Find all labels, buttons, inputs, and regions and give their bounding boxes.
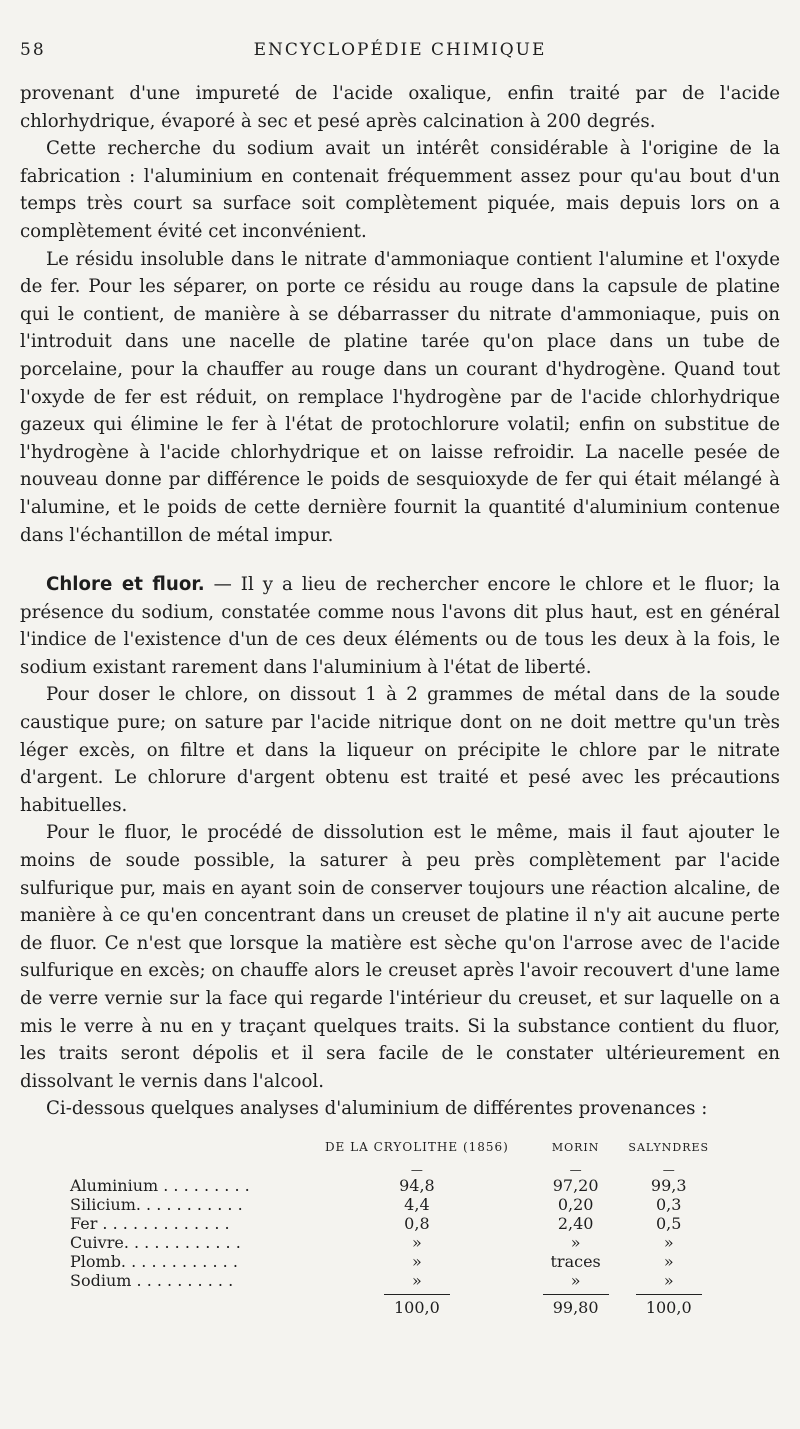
cell: 2,40: [557, 1214, 594, 1233]
table-row: [70, 1252, 720, 1271]
running-title: ENCYCLOPÉDIE CHIMIQUE: [253, 40, 547, 60]
dash: —: [662, 1163, 675, 1177]
column-header: DE LA CRYOLITHE (1856): [324, 1140, 509, 1154]
cell: »: [412, 1233, 422, 1252]
row-label: Plomb. . . . . . . . . . . .: [70, 1252, 238, 1271]
column-header: MORIN: [551, 1140, 600, 1154]
analyses-table: [70, 1140, 720, 1317]
table-row: [70, 1195, 720, 1214]
paragraph: provenant d'une impureté de l'acide oxalique, enfin traité par de l'acide chlorhydrique, évaporé à sec et pesé après calcination à 200 degrés.: [20, 83, 780, 132]
cell: »: [663, 1252, 674, 1271]
row-label: Fer . . . . . . . . . . . . .: [70, 1214, 230, 1233]
cell: »: [412, 1271, 422, 1290]
column-header: SALYNDRES: [628, 1140, 710, 1154]
dash: —: [410, 1163, 423, 1177]
cell: 97,20: [552, 1176, 599, 1195]
table-row: [70, 1271, 720, 1290]
cell: 4,4: [404, 1195, 430, 1214]
table-row: [70, 1176, 720, 1195]
cell: 99,3: [650, 1176, 687, 1195]
body-text: [20, 80, 780, 1123]
row-label: Sodium . . . . . . . . . .: [70, 1271, 234, 1290]
row-label: Cuivre. . . . . . . . . . . .: [70, 1233, 241, 1252]
cell: 94,8: [399, 1176, 435, 1195]
section-intro: — Il y a lieu de rechercher encore le chlore et le fluor; la présence du sodium, constatée comme nous l'avons dit plus haut, est en général l'indice de l'existence d'un de ces deux éléments ou de tous les deux à la fois, le sodium existant rarement dans l'aluminium à l'état de liberté.: [20, 574, 780, 678]
paragraph: Le résidu insoluble dans le nitrate d'ammoniaque contient l'alumine et l'oxyde de fer. Pour les séparer, on porte ce résidu au rouge dans la capsule de platine qui le contient, de manière à se débarrasser du nitrate d'ammoniaque, puis on l'introduit dans une nacelle de platine tarée qu'on place dans un tube de porcelaine, pour la chauffer au rouge dans un courant d'hydrogène. Quand tout l'oxyde de fer est réduit, on remplace l'hydrogène par de l'acide chlorhydrique gazeux qui élimine le fer à l'état de protochlorure volatil; enfin on substitue de l'hydrogène à l'acide chlorhydrique et on laisse refroidir. La nacelle pesée de nouveau donne par différence le poids de sesquioxyde de fer qui était mélangé à l'alumine, et le poids de cette dernière fournit la quantité d'aluminium contenue dans l'échantillon de métal impur.: [20, 248, 780, 546]
totals-row: [70, 1290, 720, 1317]
section-heading: Chlore et fluor.: [46, 574, 205, 596]
paragraph: Ci-dessous quelques analyses d'aluminium de différentes provenances :: [46, 1098, 708, 1120]
table-row: [70, 1233, 720, 1252]
cell: 0,8: [404, 1214, 430, 1233]
header-rule-row: [70, 1164, 720, 1176]
paragraph: Pour le fluor, le procédé de dissolution est le même, mais il faut ajouter le moins de soude possible, la saturer à peu près complètement par l'acide sulfurique pur, mais en ayant soin de conserver toujours une réaction alcaline, de manière à ce qu'en concentrant dans un creuset de platine il n'y ait aucune perte de fluor. Ce n'est que lorsque la matière est sèche qu'on l'arrose avec de l'acide sulfurique en excès; on chauffe alors le creuset après l'avoir recouvert d'une lame de verre vernie sur la face qui regarde l'intérieur du creuset, et sur laquelle on a mis le verre à nu en y traçant quelques traits. Si la substance contient du fluor, les traits seront dépolis et il sera facile de le constater ultérieurement en dissolvant le vernis dans l'alcool.: [20, 822, 780, 1092]
total-cell: 99,80: [543, 1294, 609, 1317]
cell: »: [570, 1233, 581, 1252]
cell: 0,20: [557, 1195, 594, 1214]
dash: —: [569, 1163, 582, 1177]
row-label: Aluminium . . . . . . . . .: [70, 1176, 250, 1195]
cell: 0,5: [656, 1214, 682, 1233]
section-paragraph: [20, 571, 780, 681]
paragraph: Pour doser le chlore, on dissout 1 à 2 grammes de métal dans de la soude caustique pure; on sature par l'acide nitrique dont on ne doit mettre qu'un très léger excès, on filtre et dans la liqueur on précipite le chlore par le nitrate d'argent. Le chlorure d'argent obtenu est traité et pesé avec les précautions habituelles.: [20, 684, 780, 816]
table-row: [70, 1214, 720, 1233]
cell: »: [663, 1271, 674, 1290]
paragraph: Cette recherche du sodium avait un intérêt considérable à l'origine de la fabrication : l'aluminium en contenait fréquemment assez pour qu'au bout d'un temps très court sa surface soit complètement piquée, mais depuis lors on a complètement évité cet inconvénient.: [20, 138, 780, 242]
table-header-row: [70, 1140, 720, 1164]
running-header: [20, 40, 780, 70]
cell: »: [412, 1252, 422, 1271]
total-cell: 100,0: [384, 1294, 450, 1317]
cell: »: [663, 1233, 674, 1252]
total-cell: 100,0: [636, 1294, 702, 1317]
row-label: Silicium. . . . . . . . . . .: [70, 1195, 243, 1214]
cell: »: [570, 1271, 581, 1290]
cell: 0,3: [656, 1195, 682, 1214]
cell: traces: [550, 1252, 601, 1271]
page-number: 58: [20, 40, 46, 60]
